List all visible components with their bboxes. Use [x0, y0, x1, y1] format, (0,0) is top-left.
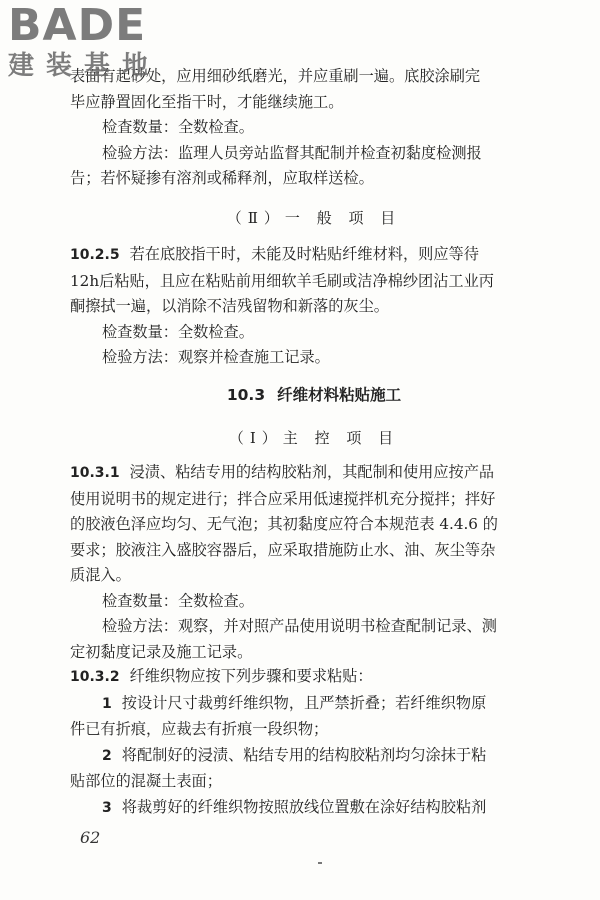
inspection-quantity: 检査数量：全数检查。	[102, 118, 254, 136]
text-line: 浸渍、粘结专用的结构胶粘剂，其配制和使用应按产品	[129, 463, 495, 481]
clause-number: 10.3.1	[70, 465, 120, 481]
text-line: 定初黏度记录及施工记录。	[70, 642, 253, 661]
text-line: 毕应静置固化至指干时，才能继续施工。	[70, 92, 344, 111]
subheading-general-items: （Ⅱ）一 般 项 目	[226, 209, 402, 227]
inspection-method: 检验方法：观察，并对照产品使用说明书检查配制记录、测	[102, 617, 497, 635]
list-item-number: 1	[102, 695, 112, 712]
text-line: 表面有起砂处，应用细砂纸磨光，并应重刷一遍。底胶涂刷完	[70, 67, 481, 85]
section-number: 10.3	[226, 386, 266, 404]
text-line: 贴部位的混凝土表面；	[70, 772, 222, 790]
clause-number: 10.2.5	[70, 247, 120, 263]
text-line: 若在底胶指干时，未能及时粘贴纤维材料，则应等待	[129, 245, 479, 263]
watermark-logo	[8, 0, 183, 86]
clause-10-2-5	[70, 242, 558, 371]
section-heading-10-3	[70, 382, 558, 409]
text-line: 的胶液色泽应均匀、无气泡；其初黏度应符合本规范表 4.4.6 的	[70, 515, 498, 533]
section-title: 纤维材料粘贴施工	[277, 385, 402, 404]
page-number: 62	[80, 828, 101, 847]
inspection-method: 检验方法：观察并检查施工记录。	[102, 348, 330, 366]
inspection-quantity: 检查数量：全数检查。	[102, 322, 254, 341]
subheading-main-control-items: （Ⅰ）主 控 项 目	[228, 429, 400, 447]
list-item-text: 将配制好的浸渍、粘结专用的结构胶粘剂均匀涂抹于粘	[121, 745, 487, 764]
text-line: 使用说明书的规定进行；拌合应采用低速搅拌机充分搅拌；拌好	[70, 489, 496, 508]
inspection-method: 检验方法：监理人员旁站监督其配制并检查初黏度检测报	[102, 143, 482, 162]
logo-wordmark: BADE	[8, 0, 147, 51]
list-item-text: 将裁剪好的纤维织物按照放线位置敷在涂好结构胶粘剂	[121, 797, 487, 816]
text-line: 要求；胶液注入盛胶容器后，应采取措施防止水、油、灰尘等杂	[70, 540, 496, 559]
list-item-number: 2	[102, 747, 112, 764]
clause-10-3-2	[70, 664, 558, 821]
text-line: 酮擦拭一遍，以消除不洁残留物和新落的灰尘。	[70, 297, 389, 315]
text-line: 告；若怀疑掺有溶剂或稀释剂，应取样送检。	[70, 169, 374, 187]
text-line: 质混入。	[70, 566, 131, 584]
text-line: 件已有折痕，应裁去有折痕一段织物；	[70, 720, 329, 738]
text-line: 12h后粘贴，且应在粘贴前用细软羊毛刷或洁净棉纱团沾工业丙	[70, 271, 494, 290]
inspection-quantity: 检查数量：全数检查。	[102, 591, 254, 610]
logo-subtitle: 建装基地	[8, 51, 161, 81]
list-item-number: 3	[102, 799, 112, 816]
clause-number: 10.3.2	[70, 669, 120, 685]
clause-10-3-1	[70, 460, 558, 665]
scan-speck	[318, 862, 322, 864]
list-item-text: 按设计尺寸裁剪纤维织物，且严禁折叠；若纤维织物原	[121, 693, 487, 712]
text-line: 纤维织物应按下列步骤和要求粘贴：	[129, 667, 373, 685]
